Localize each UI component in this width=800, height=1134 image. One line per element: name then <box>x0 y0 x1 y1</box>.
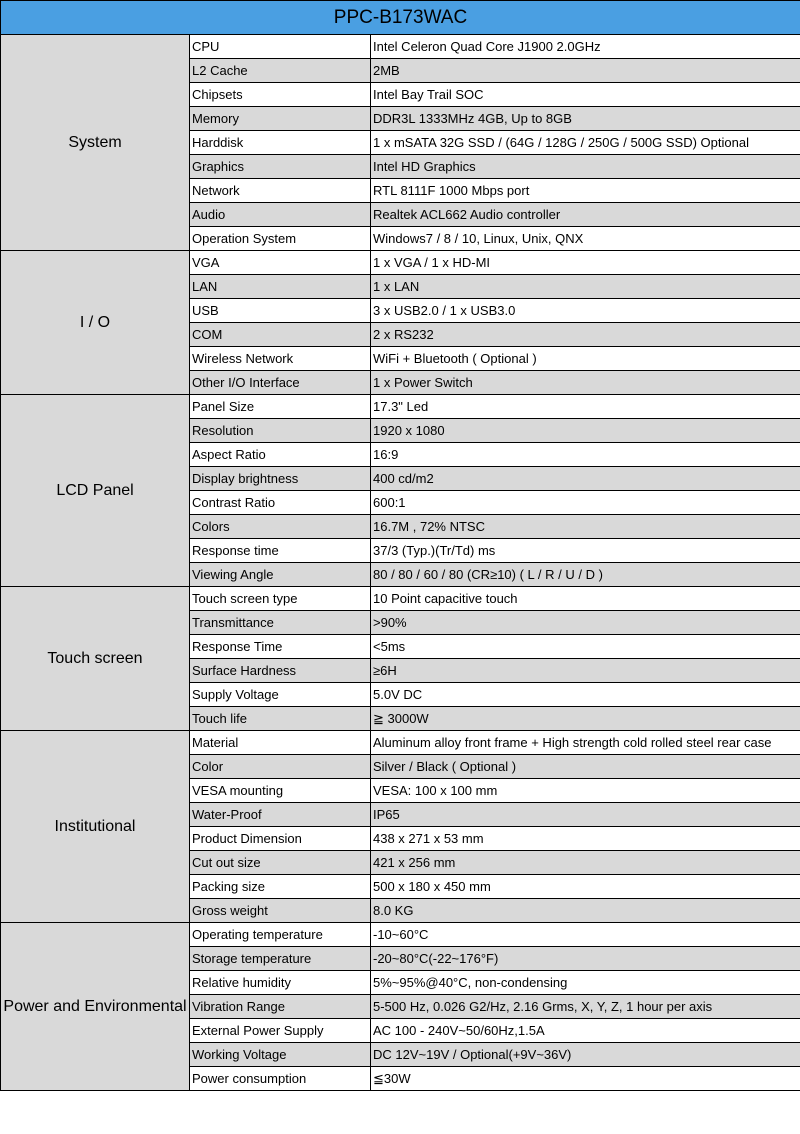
spec-label: VGA <box>190 251 371 275</box>
spec-label: Material <box>190 731 371 755</box>
spec-value: 5-500 Hz, 0.026 G2/Hz, 2.16 Grms, X, Y, Z, 1 hour per axis <box>371 995 800 1019</box>
spec-value: Intel Bay Trail SOC <box>371 83 800 107</box>
spec-value: VESA: 100 x 100 mm <box>371 779 800 803</box>
spec-value: Intel HD Graphics <box>371 155 800 179</box>
title-row <box>1 1 800 35</box>
spec-value: ≥6H <box>371 659 800 683</box>
spec-value: ≦30W <box>371 1067 800 1091</box>
spec-label: Packing size <box>190 875 371 899</box>
spec-label: Wireless Network <box>190 347 371 371</box>
spec-label: Gross weight <box>190 899 371 923</box>
group-label: Touch screen <box>1 587 190 731</box>
spec-value: 2 x RS232 <box>371 323 800 347</box>
table-title: PPC-B173WAC <box>1 1 800 35</box>
spec-value: 16.7M , 72% NTSC <box>371 515 800 539</box>
spec-label: Aspect Ratio <box>190 443 371 467</box>
spec-label: Other I/O Interface <box>190 371 371 395</box>
spec-row <box>1 35 800 59</box>
spec-label: Working Voltage <box>190 1043 371 1067</box>
spec-label: USB <box>190 299 371 323</box>
spec-label: Color <box>190 755 371 779</box>
spec-label: Operation System <box>190 227 371 251</box>
spec-label: VESA mounting <box>190 779 371 803</box>
spec-label: Cut out size <box>190 851 371 875</box>
spec-label: Chipsets <box>190 83 371 107</box>
spec-value: 600:1 <box>371 491 800 515</box>
spec-label: Storage temperature <box>190 947 371 971</box>
spec-value: 421 x 256 mm <box>371 851 800 875</box>
spec-label: Water-Proof <box>190 803 371 827</box>
spec-label: Response Time <box>190 635 371 659</box>
spec-label: Graphics <box>190 155 371 179</box>
group-label: Institutional <box>1 731 190 923</box>
spec-value: 8.0 KG <box>371 899 800 923</box>
spec-value: DC 12V~19V / Optional(+9V~36V) <box>371 1043 800 1067</box>
spec-row <box>1 395 800 419</box>
spec-value: Intel Celeron Quad Core J1900 2.0GHz <box>371 35 800 59</box>
spec-label: Contrast Ratio <box>190 491 371 515</box>
spec-row <box>1 923 800 947</box>
spec-label: Transmittance <box>190 611 371 635</box>
spec-value: 438 x 271 x 53 mm <box>371 827 800 851</box>
spec-label: Audio <box>190 203 371 227</box>
spec-value: 1 x VGA / 1 x HD-MI <box>371 251 800 275</box>
spec-value: 80 / 80 / 60 / 80 (CR≥10) ( L / R / U / D ) <box>371 563 800 587</box>
group-label: Power and Environmental <box>1 923 190 1091</box>
spec-label: Power consumption <box>190 1067 371 1091</box>
group-label: System <box>1 35 190 251</box>
spec-value: 37/3 (Typ.)(Tr/Td) ms <box>371 539 800 563</box>
spec-label: Supply Voltage <box>190 683 371 707</box>
spec-value: AC 100 - 240V~50/60Hz,1.5A <box>371 1019 800 1043</box>
spec-label: CPU <box>190 35 371 59</box>
spec-value: 1 x mSATA 32G SSD / (64G / 128G / 250G / 500G SSD) Optional <box>371 131 800 155</box>
spec-label: External Power Supply <box>190 1019 371 1043</box>
spec-value: WiFi + Bluetooth ( Optional ) <box>371 347 800 371</box>
spec-value: -10~60°C <box>371 923 800 947</box>
spec-row <box>1 251 800 275</box>
spec-label: L2 Cache <box>190 59 371 83</box>
spec-label: Network <box>190 179 371 203</box>
spec-value: Windows7 / 8 / 10, Linux, Unix, QNX <box>371 227 800 251</box>
spec-label: COM <box>190 323 371 347</box>
spec-value: 16:9 <box>371 443 800 467</box>
spec-value: Silver / Black ( Optional ) <box>371 755 800 779</box>
spec-label: Panel Size <box>190 395 371 419</box>
spec-label: Vibration Range <box>190 995 371 1019</box>
spec-value: 1920 x 1080 <box>371 419 800 443</box>
spec-label: Touch screen type <box>190 587 371 611</box>
spec-label: LAN <box>190 275 371 299</box>
spec-value: 17.3" Led <box>371 395 800 419</box>
spec-label: Memory <box>190 107 371 131</box>
spec-value: -20~80°C(-22~176°F) <box>371 947 800 971</box>
spec-value: <5ms <box>371 635 800 659</box>
spec-row <box>1 731 800 755</box>
spec-label: Response time <box>190 539 371 563</box>
spec-value: 5%~95%@40°C, non-condensing <box>371 971 800 995</box>
group-label: I / O <box>1 251 190 395</box>
spec-value: 2MB <box>371 59 800 83</box>
spec-value: IP65 <box>371 803 800 827</box>
spec-value: 400 cd/m2 <box>371 467 800 491</box>
spec-value: ≧ 3000W <box>371 707 800 731</box>
spec-label: Touch life <box>190 707 371 731</box>
spec-label: Relative humidity <box>190 971 371 995</box>
spec-value: Aluminum alloy front frame + High strength cold rolled steel rear case <box>371 731 800 755</box>
spec-row <box>1 587 800 611</box>
spec-label: Resolution <box>190 419 371 443</box>
spec-value: 10 Point capacitive touch <box>371 587 800 611</box>
spec-value: 500 x 180 x 450 mm <box>371 875 800 899</box>
spec-value: 1 x Power Switch <box>371 371 800 395</box>
spec-label: Colors <box>190 515 371 539</box>
spec-label: Product Dimension <box>190 827 371 851</box>
group-label: LCD Panel <box>1 395 190 587</box>
spec-label: Surface Hardness <box>190 659 371 683</box>
spec-label: Harddisk <box>190 131 371 155</box>
spec-value: 1 x LAN <box>371 275 800 299</box>
spec-value: Realtek ACL662 Audio controller <box>371 203 800 227</box>
spec-value: RTL 8111F 1000 Mbps port <box>371 179 800 203</box>
spec-value: DDR3L 1333MHz 4GB, Up to 8GB <box>371 107 800 131</box>
spec-label: Operating temperature <box>190 923 371 947</box>
spec-label: Viewing Angle <box>190 563 371 587</box>
spec-value: 3 x USB2.0 / 1 x USB3.0 <box>371 299 800 323</box>
spec-table-body <box>1 1 800 1091</box>
spec-label: Display brightness <box>190 467 371 491</box>
spec-value: >90% <box>371 611 800 635</box>
spec-value: 5.0V DC <box>371 683 800 707</box>
